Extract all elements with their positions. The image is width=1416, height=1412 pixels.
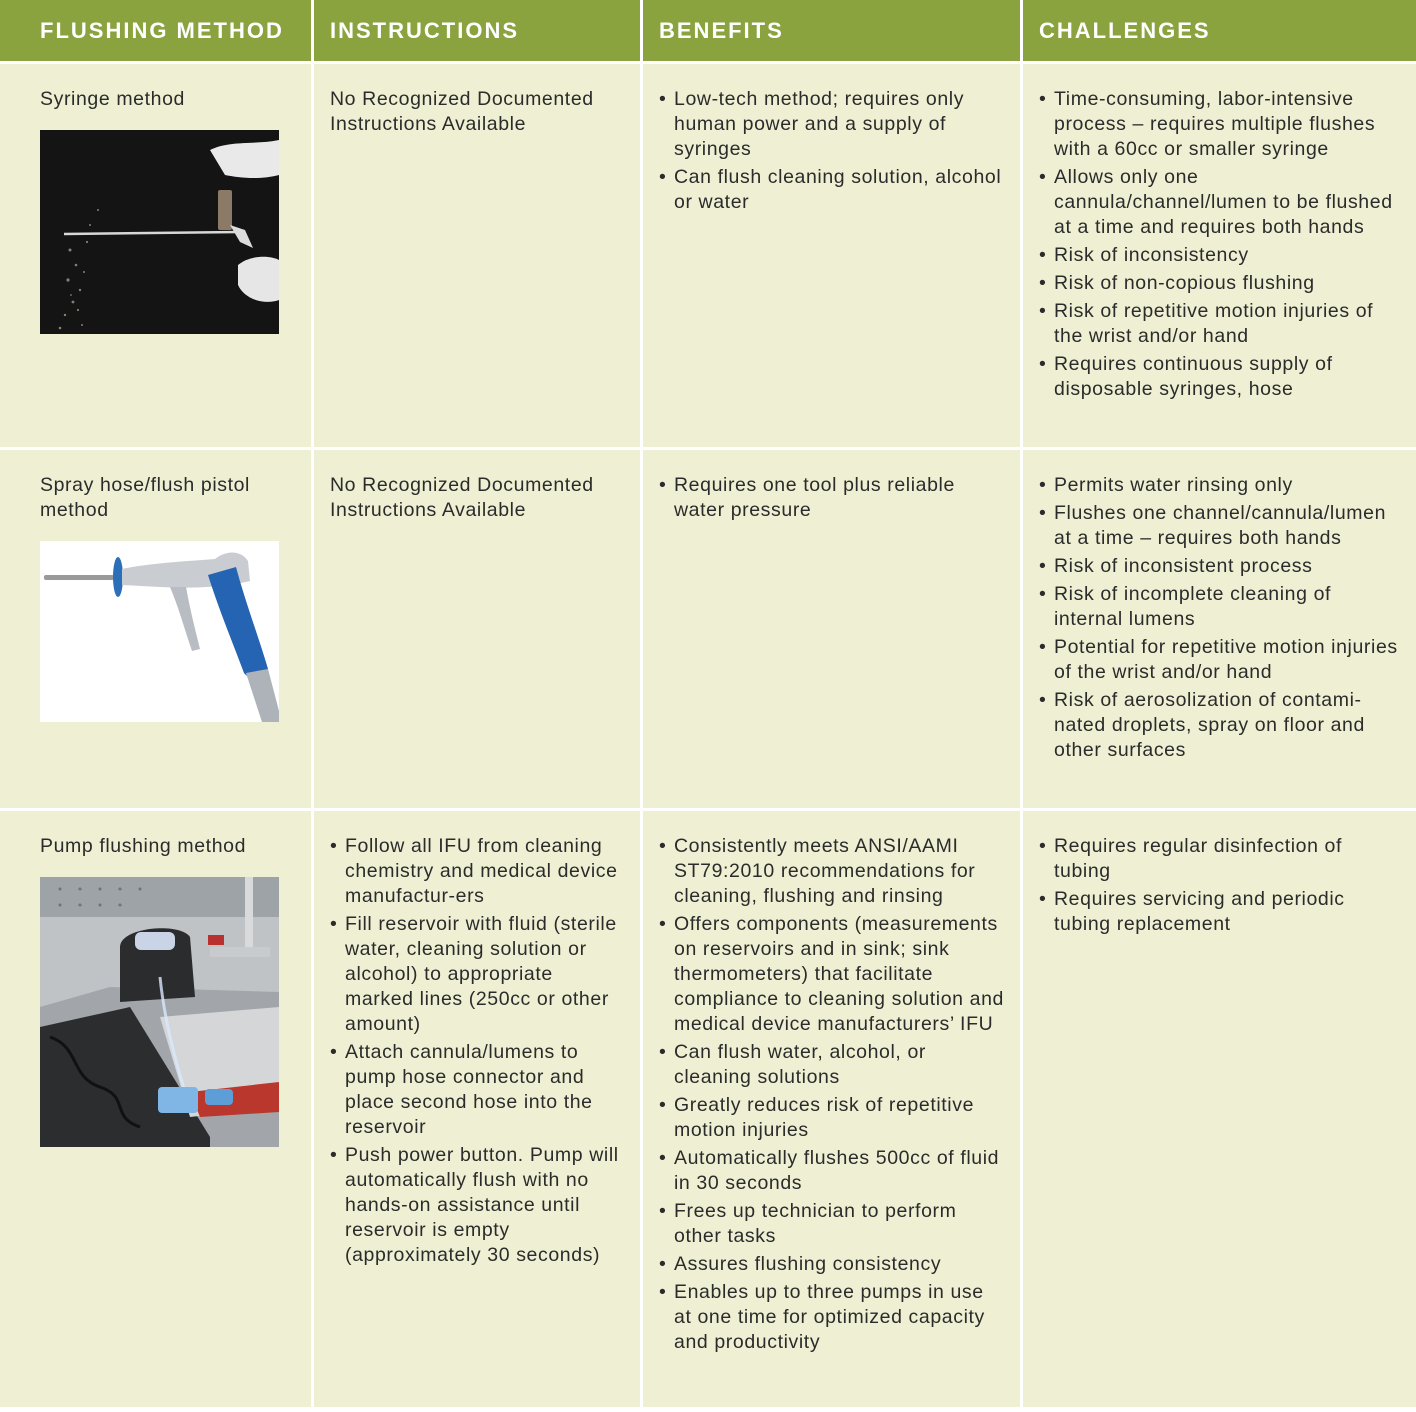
method-name: Pump flushing method: [40, 835, 247, 857]
list-item: • Push power button. Pump will automatically flush with no hands-on assistance until reservoir is empty (approximately 30 seconds): [330, 1143, 626, 1268]
method-cell: [0, 64, 311, 447]
header-instructions: INSTRUCTIONS: [314, 0, 640, 61]
benefits-cell: [643, 450, 1020, 808]
list-item: • Can flush water, alcohol, or cleaning solutions: [659, 1040, 1006, 1090]
instructions-cell: No Recognized Documented Instructions Available: [314, 64, 640, 447]
instructions-list: [330, 834, 626, 1268]
table-row-pump: [0, 811, 1416, 1407]
list-item: • Requires servicing and periodic tubing replacement: [1039, 887, 1402, 937]
benefits-list: [659, 473, 1006, 523]
list-item: • Automatically flushes 500cc of fluid in 30 seconds: [659, 1146, 1006, 1196]
method-name: Syringe method: [40, 88, 185, 110]
list-item: • Risk of inconsistent process: [1039, 554, 1402, 579]
table-row-spray-hose: [0, 450, 1416, 808]
flushing-pump-photo-icon: [40, 877, 279, 1147]
method-cell: [0, 450, 311, 808]
challenges-list: [1039, 834, 1402, 937]
list-item: • Enables up to three pumps in use at one time for optimized capacity and productivity: [659, 1280, 1006, 1355]
header-flushing-method: FLUSHING METHOD: [0, 0, 311, 61]
header-row: [0, 0, 1416, 61]
list-item: • Risk of inconsistency: [1039, 243, 1402, 268]
list-item: • Risk of non-copious flushing: [1039, 271, 1402, 296]
list-item: • Permits water rinsing only: [1039, 473, 1402, 498]
benefits-cell: [643, 811, 1020, 1407]
challenges-cell: [1023, 64, 1416, 447]
syringe-photo-icon: [40, 130, 279, 334]
list-item: • Frees up technician to perform other tasks: [659, 1199, 1006, 1249]
instructions-cell: No Recognized Documented Instructions Available: [314, 450, 640, 808]
list-item: • Follow all IFU from cleaning chemistry and medical device manufactur-ers: [330, 834, 626, 909]
challenges-cell: [1023, 811, 1416, 1407]
list-item: • Allows only one cannula/channel/lumen to be flushed at a time and requires both hands: [1039, 165, 1402, 240]
list-item: • Requires continuous supply of disposable syringes, hose: [1039, 352, 1402, 402]
header-benefits: BENEFITS: [643, 0, 1020, 61]
instructions-cell: [314, 811, 640, 1407]
benefits-cell: [643, 64, 1020, 447]
list-item: • Requires regular disinfection of tubing: [1039, 834, 1402, 884]
challenges-cell: [1023, 450, 1416, 808]
list-item: • Fill reservoir with fluid (sterile water, cleaning solution or alcohol) to appropriate marked lines (250cc or other amount): [330, 912, 626, 1037]
list-item: • Risk of repetitive motion injuries of the wrist and/or hand: [1039, 299, 1402, 349]
flush-pistol-photo-icon: [40, 541, 279, 722]
method-cell: [0, 811, 311, 1407]
list-item: • Potential for repetitive motion injuries of the wrist and/or hand: [1039, 635, 1402, 685]
list-item: • Consistently meets ANSI/AAMI ST79:2010 recommendations for cleaning, flushing and rinsing: [659, 834, 1006, 909]
list-item: • Time-consuming, labor-intensive process – requires multiple flushes with a 60cc or smaller syringe: [1039, 87, 1402, 162]
list-item: • Can flush cleaning solution, alcohol or water: [659, 165, 1006, 215]
challenges-list: [1039, 87, 1402, 402]
list-item: • Attach cannula/lumens to pump hose connector and place second hose into the reservoir: [330, 1040, 626, 1140]
list-item: • Low-tech method; requires only human power and a supply of syringes: [659, 87, 1006, 162]
list-item: • Requires one tool plus reliable water pressure: [659, 473, 1006, 523]
list-item: • Flushes one channel/cannula/lumen at a time – requires both hands: [1039, 501, 1402, 551]
benefits-list: [659, 834, 1006, 1355]
benefits-list: [659, 87, 1006, 215]
list-item: • Risk of incomplete cleaning of internal lumens: [1039, 582, 1402, 632]
challenges-list: [1039, 473, 1402, 763]
list-item: • Risk of aerosolization of contami-nated droplets, spray on floor and other surfaces: [1039, 688, 1402, 763]
header-challenges: CHALLENGES: [1023, 0, 1416, 61]
list-item: • Greatly reduces risk of repetitive motion injuries: [659, 1093, 1006, 1143]
list-item: • Offers components (measurements on reservoirs and in sink; sink thermometers) that facilitate compliance to cleaning solution and medical device manufacturers’ IFU: [659, 912, 1006, 1037]
method-name: Spray hose/flush pistol method: [40, 474, 250, 521]
table-row-syringe: [0, 64, 1416, 447]
list-item: • Assures flushing consistency: [659, 1252, 1006, 1277]
